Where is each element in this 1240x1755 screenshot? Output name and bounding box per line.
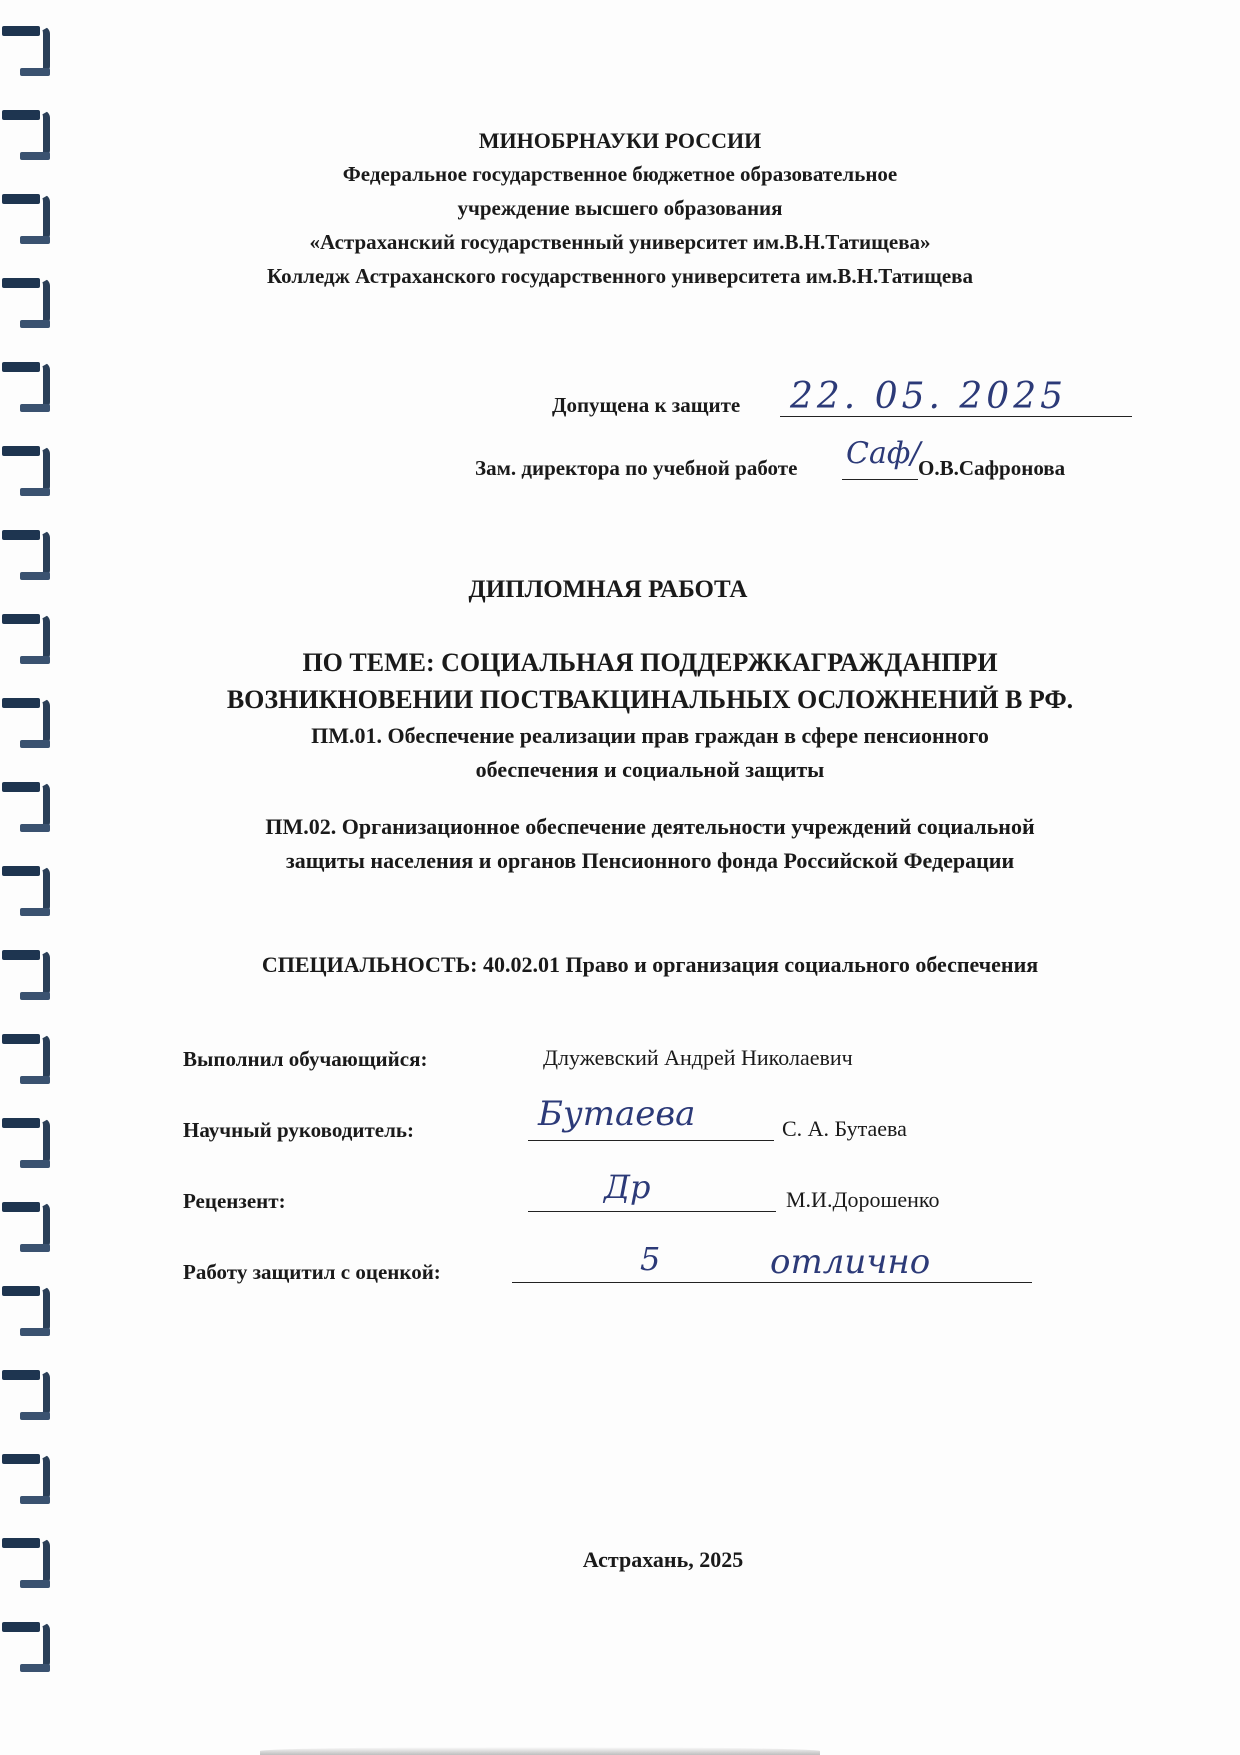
institution-line-2: учреждение высшего образования bbox=[457, 196, 783, 220]
binding-ring bbox=[0, 1280, 52, 1340]
reviewer-signature: Др bbox=[604, 1168, 651, 1206]
deputy-signature-underline bbox=[842, 479, 918, 480]
student-label: Выполнил обучающийся: bbox=[183, 1047, 428, 1071]
binding-ring bbox=[0, 1028, 52, 1088]
admitted-label: Допущена к защите bbox=[552, 393, 741, 417]
deputy-signature: Саф/ bbox=[846, 436, 921, 471]
specialty-line: СПЕЦИАЛЬНОСТЬ: 40.02.01 Право и организация социального обеспечения bbox=[261, 952, 1039, 977]
supervisor-signature-underline bbox=[528, 1140, 774, 1141]
binding-ring bbox=[0, 1196, 52, 1256]
grade-underline bbox=[512, 1282, 1032, 1283]
binding-ring bbox=[0, 524, 52, 584]
binding-ring bbox=[0, 356, 52, 416]
institution-line-4: Колледж Астраханского государственного университета им.В.Н.Татищева bbox=[266, 264, 973, 288]
binding-ring bbox=[0, 1616, 52, 1676]
reviewer-label: Рецензент: bbox=[183, 1189, 286, 1213]
binding-ring bbox=[0, 1364, 52, 1424]
deputy-director-label: Зам. директора по учебной работе bbox=[475, 456, 798, 480]
topic-line-2: ВОЗНИКНОВЕНИИ ПОСТВАКЦИНАЛЬНЫХ ОСЛОЖНЕНИЙ В РФ. bbox=[226, 685, 1074, 714]
binding-ring bbox=[0, 1448, 52, 1508]
module-pm02-line-1: ПМ.02. Организационное обеспечение деятельности учреждений социальной bbox=[265, 814, 1035, 839]
module-pm01-line-1: ПМ.01. Обеспечение реализации прав граждан в сфере пенсионного bbox=[311, 723, 989, 748]
binding-ring bbox=[0, 20, 52, 80]
supervisor-name: С. А. Бутаева bbox=[782, 1116, 907, 1141]
admitted-date-handwritten: 22. 05. 2025 bbox=[790, 376, 1068, 417]
binding-ring bbox=[0, 1112, 52, 1172]
grade-word: отлично bbox=[770, 1242, 931, 1282]
topic-line-1: ПО ТЕМЕ: СОЦИАЛЬНАЯ ПОДДЕРЖКАГРАЖДАНПРИ bbox=[302, 648, 998, 677]
document-type-title: ДИПЛОМНАЯ РАБОТА bbox=[468, 576, 748, 603]
supervisor-label: Научный руководитель: bbox=[183, 1118, 414, 1142]
module-pm02-line-2: защиты населения и органов Пенсионного фонда Российской Федерации bbox=[285, 848, 1015, 873]
student-name: Длужевский Андрей Николаевич bbox=[543, 1045, 853, 1070]
module-pm01-line-2: обеспечения и социальной защиты bbox=[475, 757, 825, 782]
institution-line-3: «Астраханский государственный университет им.В.Н.Татищева» bbox=[309, 230, 931, 254]
ministry-title: МИНОБРНАУКИ РОССИИ bbox=[478, 128, 762, 153]
reviewer-name: М.И.Дорошенко bbox=[786, 1187, 940, 1212]
grade-number: 5 bbox=[640, 1240, 661, 1278]
binding-ring bbox=[0, 440, 52, 500]
page-shadow bbox=[260, 1747, 820, 1755]
reviewer-signature-underline bbox=[528, 1211, 776, 1212]
deputy-director-name: О.В.Сафронова bbox=[918, 456, 1066, 480]
grade-label: Работу защитил с оценкой: bbox=[183, 1260, 441, 1284]
supervisor-signature: Бутаева bbox=[538, 1094, 696, 1134]
institution-line-1: Федеральное государственное бюджетное образовательное bbox=[342, 162, 898, 186]
city-year: Астрахань, 2025 bbox=[582, 1547, 744, 1572]
